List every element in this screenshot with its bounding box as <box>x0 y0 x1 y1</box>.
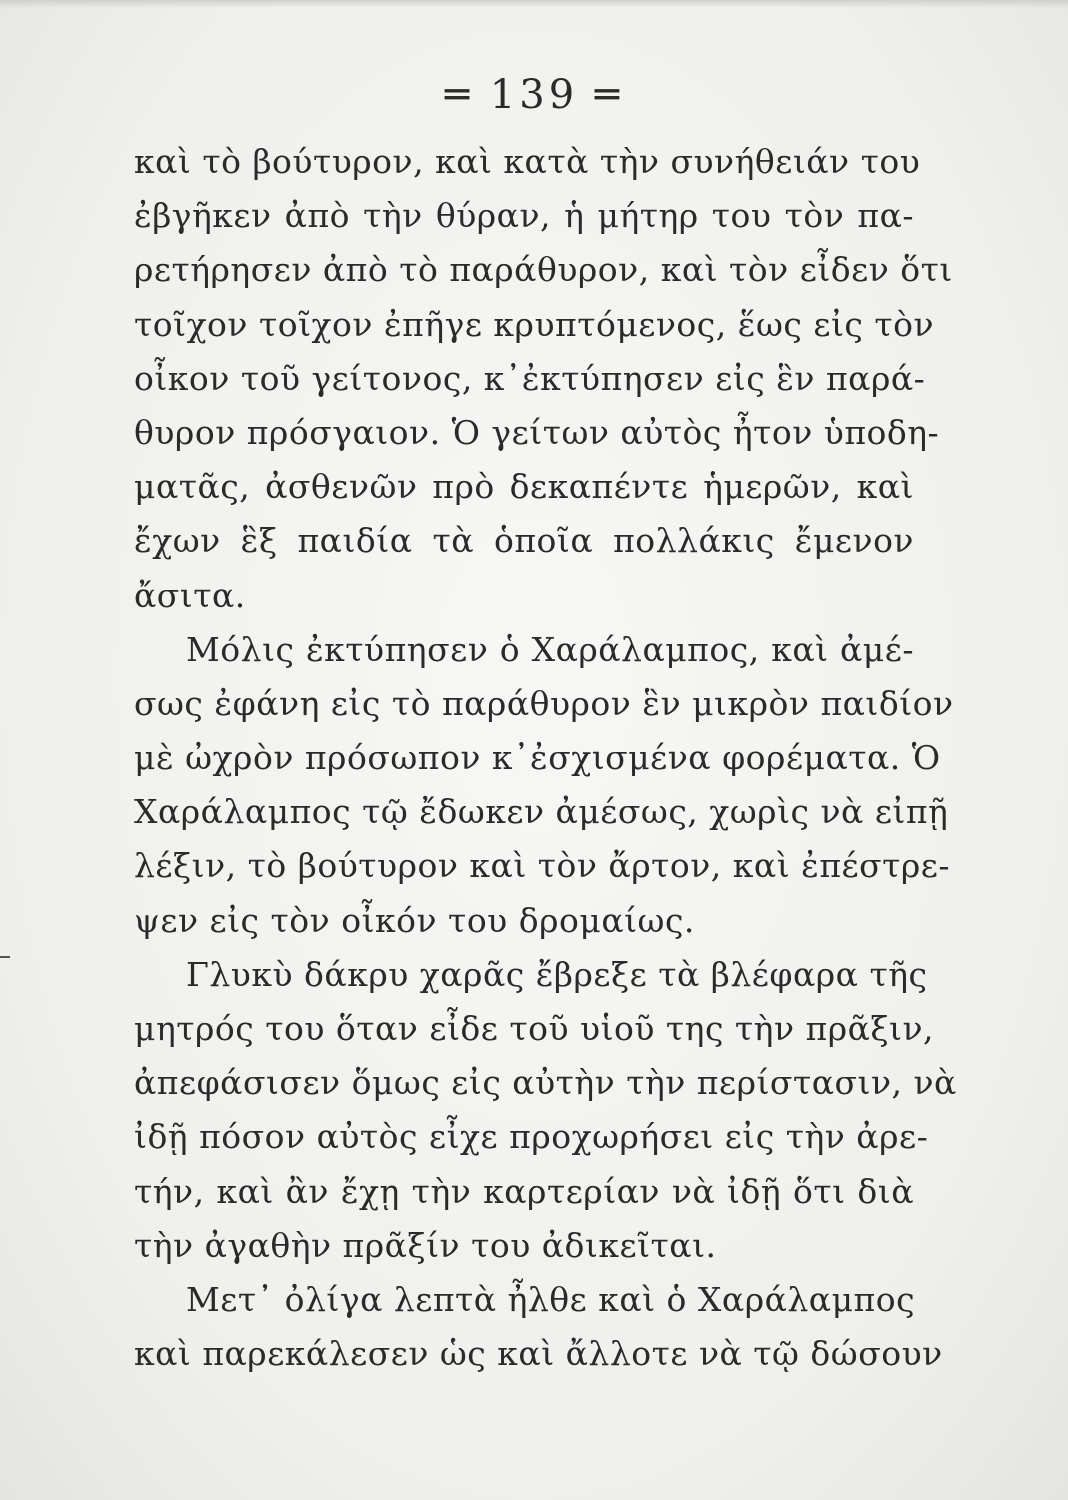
text-line: ρετήρησεν ἀπὸ τὸ παράθυρον, καὶ τὸν εἶδεν ὅτι <box>134 250 953 290</box>
text-line: τὴν ἀγαθὴν πρᾶξίν του ἀδικεῖται. <box>134 1225 717 1265</box>
text-line: οἶκον τοῦ γείτονος, κ᾽ἐκτύπησεν εἰς ἓν παρά- <box>134 358 926 398</box>
text-line: ματᾶς, ἀσθενῶν πρὸ δεκαπέντε ἡμερῶν, καὶ <box>134 467 914 507</box>
text-line: ἐβγῆκεν ἀπὸ τὴν θύραν, ἡ μήτηρ του τὸν πα- <box>134 196 914 236</box>
text-line: Μετ᾽ ὀλίγα λεπτὰ ἦλθε καὶ ὁ Χαράλαμπος <box>186 1279 916 1319</box>
text-line: μητρός του ὅταν εἶδε τοῦ υἱοῦ της τὴν πρᾶξιν, <box>134 1009 935 1048</box>
text-line: σως ἐφάνη εἰς τὸ παράθυρον ἓν μικρὸν παιδίον <box>134 683 954 723</box>
text-line: μὲ ὠχρὸν πρόσωπον κ᾽ἐσχισμένα φορέματα. Ὁ <box>134 738 941 778</box>
text-line: ἀπεφάσισεν ὅμως εἰς αὐτὴν τὴν περίστασιν, νὰ <box>134 1063 957 1103</box>
text-line: ἄσιτα. <box>134 575 246 615</box>
body-text <box>134 135 957 1381</box>
text-line: ψεν εἰς τὸν οἶκόν του δρομαίως. <box>134 900 695 940</box>
text-line: Γλυκὺ δάκρυ χαρᾶς ἔβρεξε τὰ βλέφαρα τῆς <box>186 954 928 994</box>
text-line: τήν, καὶ ἂν ἔχῃ τὴν καρτερίαν νὰ ἰδῇ ὅτι διὰ <box>134 1171 914 1211</box>
text-line: λέξιν, τὸ βούτυρον καὶ τὸν ἄρτον, καὶ ἐπέστρε- <box>134 846 951 886</box>
text-line: καὶ τὸ βούτυρον, καὶ κατὰ τὴν συνήθειάν του <box>134 142 921 181</box>
text-line: τοῖχον τοῖχον ἐπῆγε κρυπτόμενος, ἕως εἰς τὸν <box>134 304 935 344</box>
text-line: καὶ παρεκάλεσεν ὡς καὶ ἄλλοτε νὰ τῷ δώσουν <box>134 1334 943 1374</box>
page-top-edge <box>0 0 1068 8</box>
text-line: ἰδῇ πόσον αὐτὸς εἶχε προχωρήσει εἰς τὴν ἀρε- <box>134 1117 929 1157</box>
text-line: θυρον πρόσγαιον. Ὁ γείτων αὐτὸς ἦτον ὑποδη- <box>134 412 940 452</box>
text-line: Μόλις ἐκτύπησεν ὁ Χαράλαμπος, καὶ ἀμέ- <box>186 629 914 669</box>
margin-mark <box>0 956 10 958</box>
page-number: ═ 139 ═ <box>445 72 623 118</box>
text-line: ἔχων ἓξ παιδία τὰ ὁποῖα πολλάκις ἔμενον <box>134 521 914 561</box>
text-line: Χαράλαμπος τῷ ἔδωκεν ἀμέσως, χωρὶς νὰ εἰπῇ <box>134 792 949 832</box>
